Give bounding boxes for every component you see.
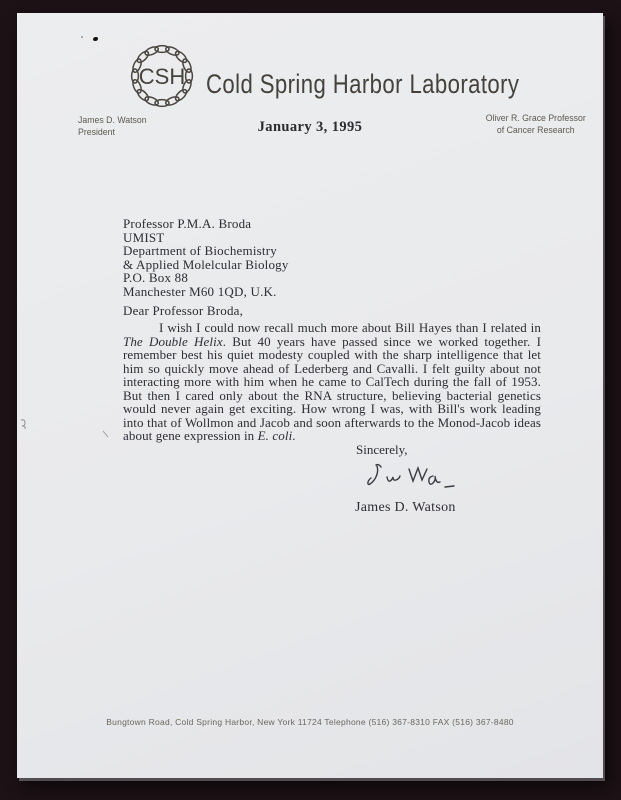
- ink-speck: [93, 37, 98, 41]
- footer-address-line: Bungtown Road, Cold Spring Harbor, New York 11724 Telephone (516) 367-8310 FAX (516) 367-8480: [106, 717, 514, 727]
- margin-pencil-mark: [19, 416, 27, 426]
- csh-dna-ring-logo-icon: [130, 44, 194, 108]
- letter-date: January 3, 1995: [257, 119, 363, 135]
- dust-speck: [81, 36, 83, 38]
- recipient-line: Department of Biochemistry: [123, 243, 277, 259]
- recipient-line: P.O. Box 88: [123, 270, 189, 286]
- sender-title: President: [78, 127, 115, 138]
- professorship-line1: Oliver R. Grace Professor: [485, 113, 586, 124]
- signed-name-typed: James D. Watson: [355, 500, 456, 515]
- pencil-tick-mark: [102, 425, 109, 433]
- recipient-line: Manchester M60 1QD, U.K.: [123, 283, 277, 299]
- logo-text: CSH: [138, 64, 186, 89]
- header-professorship-block: [486, 113, 586, 137]
- organization-name: Cold Spring Harbor Laboratory: [206, 69, 520, 99]
- valediction: Sincerely,: [356, 442, 408, 457]
- professorship-line2: of Cancer Research: [497, 125, 575, 136]
- letter-body-paragraph: I wish I could now recall much more about Bill Hayes than I related in The Double Helix. But 40 years have passed since we worked together. I remember best his quiet modesty coupled with the sharp intelligence that let him so quickly move ahead of Lederberg and Cavalli. I felt guilty about not interacting more with him when he came to CalTech during the fall of 1953. But then I cared only about the RNA structure, believing bacterial genetics would never again get exciting. How wrong I was, with Bill's work leading into that of Wollmon and Jacob and soon afterwards to the Monod-Jacob ideas about gene expression in E. coli.: [123, 320, 541, 443]
- sender-name: James D. Watson: [78, 115, 147, 126]
- recipient-line: UMIST: [123, 229, 165, 245]
- recipient-address-block: [123, 217, 289, 299]
- letter-paper: [17, 13, 603, 778]
- recipient-line: & Applied Molelcular Biology: [123, 256, 289, 272]
- salutation: Dear Professor Broda,: [123, 303, 244, 318]
- recipient-line: Professor P.M.A. Broda: [123, 216, 252, 231]
- signature-handwriting: [363, 463, 463, 499]
